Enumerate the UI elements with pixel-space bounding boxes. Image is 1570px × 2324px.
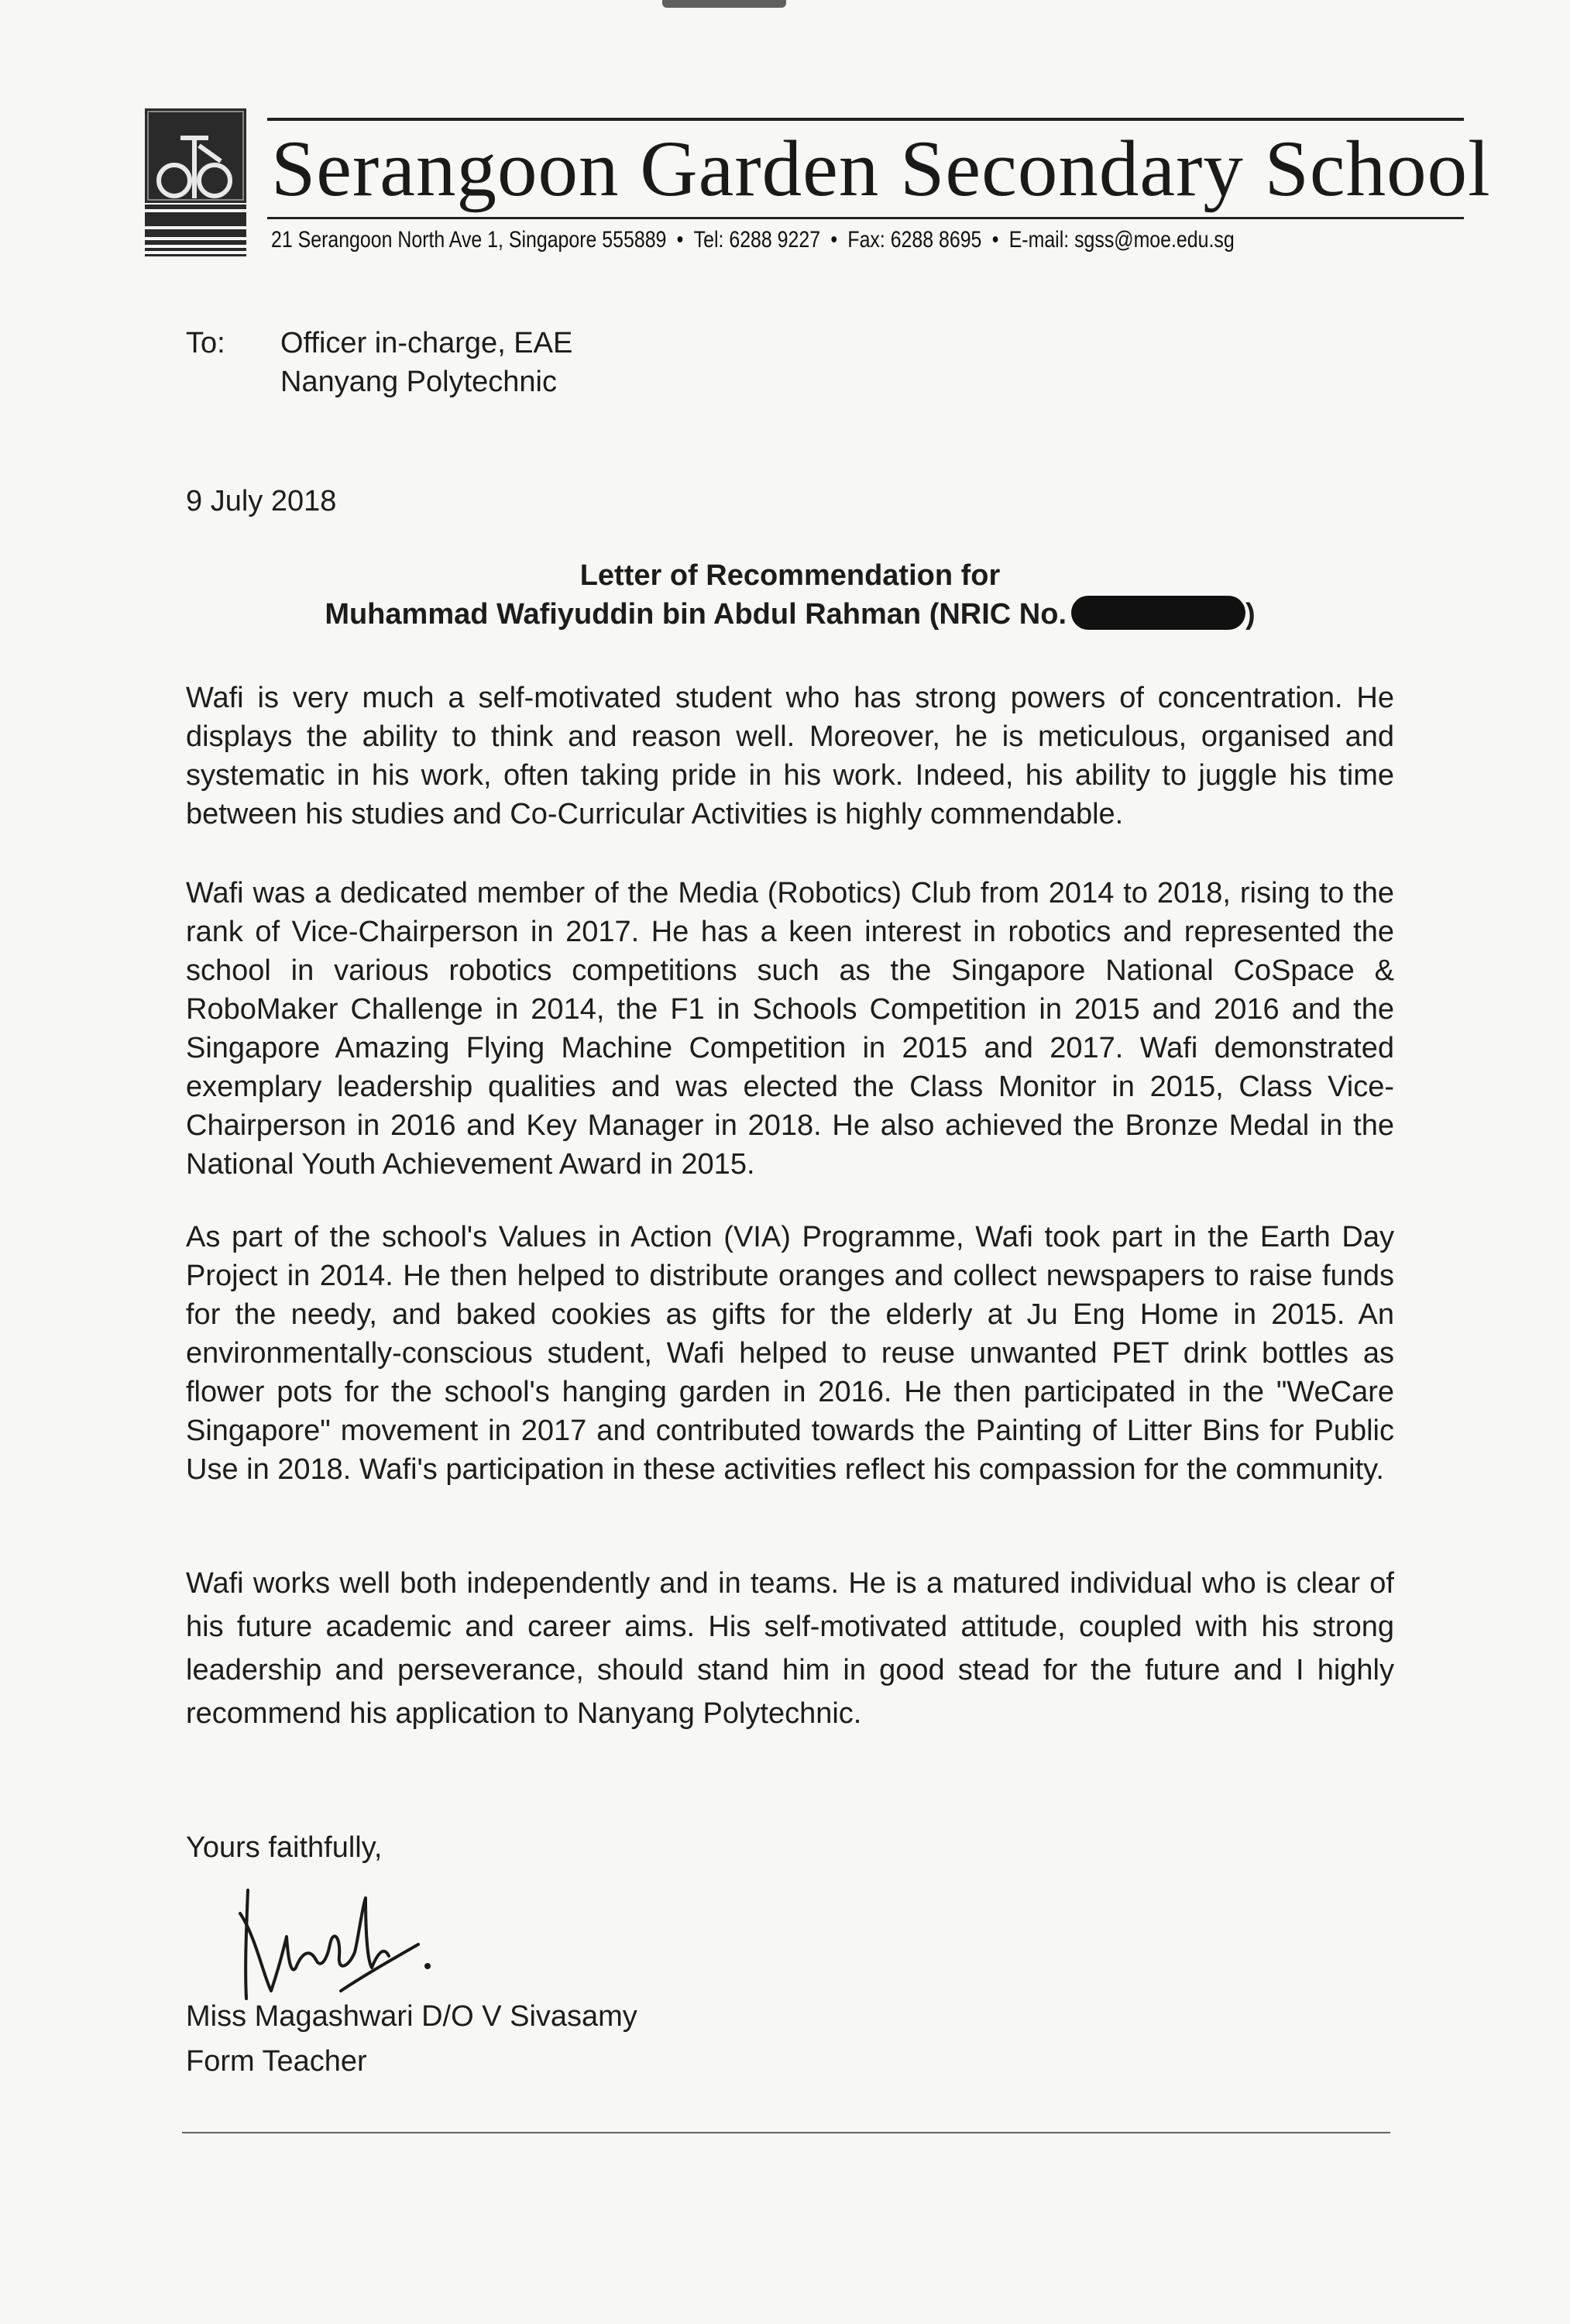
body-paragraph-1: Wafi is very much a self-motivated student who has strong powers of concentration. He displays the ability to think and reason well. Moreover, he is meticulous, organised and systematic in his work, often taking pride in his work. Indeed, his ability to juggle his time between his studies and Co-Curricular Activities is highly commendable. [186, 682, 1394, 830]
closing: Yours faithfully, [186, 1831, 383, 1864]
subject-line-2: Muhammad Wafiyuddin bin Abdul Rahman (NRIC No. [325, 598, 1067, 631]
subject-line-2-end: ) [1245, 598, 1256, 631]
letterhead [143, 107, 1491, 270]
body-paragraph-4: Wafi works well both independently and in teams. He is a matured individual who is clear of his future academic and career aims. His self-motivated attitude, coupled with his strong leadership and perseverance, should stand him in good stead for the future and I highly recommend his application to Nanyang Polytechnic. [186, 1567, 1394, 1730]
contact-line [271, 225, 1261, 256]
school-tel: Tel: 6288 9227 [693, 227, 821, 253]
letter-date: 9 July 2018 [186, 485, 337, 517]
body-paragraph-3: As part of the school's Values in Action (VIA) Programme, Wafi took part in the Earth Day Project in 2014. He then helped to distribute oranges and collect newspapers to raise funds for the needy, and baked cookies as gifts for the elderly at Ju Eng Home in 2015. An environmentally-conscious student, Wafi helped to reuse unwanted PET drink bottles as flower pots for the school's hanging garden in 2016. He then participated in the "WeCare Singapore" movement in 2017 and contributed towards the Painting of Litter Bins for Public Use in 2018. Wafi's participation in these activities reflect his compassion for the community. [186, 1221, 1394, 1486]
top-edge-mark [662, 0, 786, 8]
school-address: 21 Serangoon North Ave 1, Singapore 555889 [271, 227, 667, 253]
school-name: Serangoon Garden Secondary School [271, 125, 1491, 213]
redacted-nric [1071, 596, 1245, 630]
signatory-name: Miss Magashwari D/O V Sivasamy [186, 2000, 637, 2033]
signatory-title: Form Teacher [186, 2045, 367, 2078]
separator-dot: • [991, 227, 999, 253]
school-logo-icon [143, 107, 248, 262]
subject-line-1: Letter of Recommendation for [579, 559, 1001, 592]
footer-rule [182, 2132, 1390, 2133]
body-paragraph-2: Wafi was a dedicated member of the Media (Robotics) Club from 2014 to 2018, rising to the rank of Vice-Chairperson in 2017. He has a keen interest in robotics and represented the school in various robotics competitions such as the Singapore National CoSpace & RoboMaker Challenge in 2014, the F1 in Schools Competition in 2015 and 2016 and the Singapore Amazing Flying Machine Competition in 2015 and 2017. Wafi demonstrated exemplary leadership qualities and was elected the Class Monitor in 2015, Class Vice-Chairperson in 2016 and Key Manager in 2018. He also achieved the Bronze Medal in the National Youth Achievement Award in 2015. [186, 877, 1394, 1181]
recipient-line-2: Nanyang Polytechnic [280, 366, 557, 398]
letterhead-top-rule [267, 118, 1464, 121]
letterhead-middle-rule [267, 217, 1464, 219]
school-fax: Fax: 6288 8695 [847, 227, 982, 253]
recipient-label: To: [186, 327, 225, 359]
letter-subject [186, 556, 1394, 634]
separator-dot: • [830, 227, 838, 253]
recipient-line-1: Officer in-charge, EAE [280, 327, 573, 359]
separator-dot: • [676, 227, 684, 253]
handwritten-signature [225, 1882, 457, 2014]
school-email: E-mail: sgss@moe.edu.sg [1008, 227, 1235, 253]
